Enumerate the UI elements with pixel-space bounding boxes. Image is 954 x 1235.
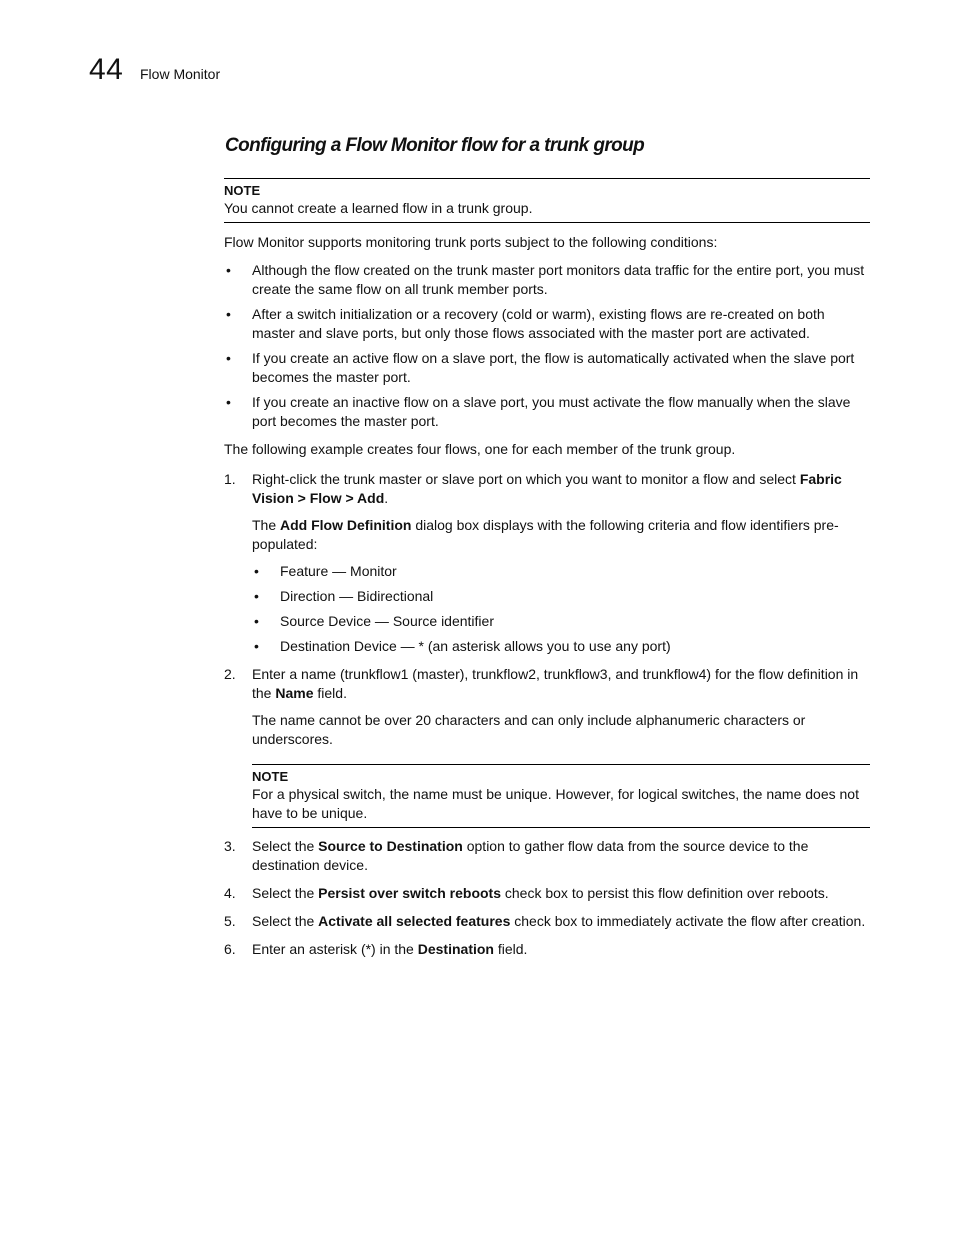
step-number: 6. [224,941,236,957]
bullet-icon: • [226,350,231,366]
note-box [252,764,870,828]
list-item: • Source Device — Source identifier [254,613,494,629]
note-label: NOTE [252,769,289,784]
step-4 [224,884,870,903]
chapter-title: Flow Monitor [140,66,221,82]
step-6 [224,940,870,959]
list-item: • Feature — Monitor [254,563,397,579]
conditions-list [224,261,870,431]
criteria-list [252,562,870,656]
list-item: • If you create an active flow on a slave port, the flow is automatically activated when the slave port becomes the master port. [226,350,855,385]
section-title: Configuring a Flow Monitor flow for a trunk group [225,135,645,156]
step-text: Select the Source to Destination option to gather flow data from the source device to the destination device. [252,838,809,873]
bullet-icon: • [254,588,259,604]
bullet-icon: • [254,638,259,654]
step-text: Select the Activate all selected features check box to immediately activate the flow after creation. [252,913,866,929]
step-3 [224,837,870,875]
bullet-icon: • [226,306,231,322]
chapter-number: 44 [89,53,124,86]
step-number: 3. [224,838,236,854]
step-text: Right-click the trunk master or slave port on which you want to monitor a flow and select Fabric Vision > Flow > Add. [252,471,842,506]
step-number: 4. [224,885,236,901]
step-number: 2. [224,666,236,682]
step-5 [224,912,870,931]
list-item: • After a switch initialization or a recovery (cold or warm), existing flows are re-created on both master and slave ports, but only those flows associated with the master port are activated. [226,306,825,341]
list-item: • If you create an inactive flow on a slave port, you must activate the flow manually when the slave port becomes the master port. [226,394,851,429]
option-name: Persist over switch reboots [318,885,501,901]
step-detail: The Add Flow Definition dialog box displays with the following criteria and flow identifiers pre-populated: [252,517,839,552]
menu-path: Fabric Vision > Flow > Add [252,471,842,506]
field-name: Destination [417,941,494,957]
step-2 [224,665,870,828]
list-item: • Although the flow created on the trunk master port monitors data traffic for the entire port, you must create the same flow on all trunk member ports. [226,262,865,297]
note-box [224,178,870,223]
intro-paragraph: Flow Monitor supports monitoring trunk ports subject to the following conditions: [224,234,718,250]
option-name: Activate all selected features [318,913,511,929]
step-number: 1. [224,471,236,487]
list-item: • Direction — Bidirectional [254,588,434,604]
bullet-icon: • [226,394,231,410]
note-text: For a physical switch, the name must be unique. However, for logical switches, the name does not have to be unique. [252,786,859,821]
list-item: • Destination Device — * (an asterisk allows you to use any port) [254,638,671,654]
bullet-icon: • [226,262,231,278]
option-name: Source to Destination [318,838,463,854]
bullet-icon: • [254,563,259,579]
step-text: Select the Persist over switch reboots check box to persist this flow definition over reboots. [252,885,829,901]
page-body [224,178,870,968]
bullet-icon: • [254,613,259,629]
field-name: Name [275,685,314,701]
step-number: 5. [224,913,236,929]
dialog-name: Add Flow Definition [280,517,412,533]
example-intro: The following example creates four flows, one for each member of the trunk group. [224,441,736,457]
note-label: NOTE [224,183,261,198]
step-text: Enter an asterisk (*) in the Destination field. [252,941,528,957]
procedure-steps [224,470,870,959]
step-detail: The name cannot be over 20 characters and can only include alphanumeric characters or underscores. [252,712,806,747]
note-text: You cannot create a learned flow in a trunk group. [224,200,533,216]
step-1 [224,470,870,656]
step-text: Enter a name (trunkflow1 (master), trunkflow2, trunkflow3, and trunkflow4) for the flow definition in the Name field. [252,666,859,701]
